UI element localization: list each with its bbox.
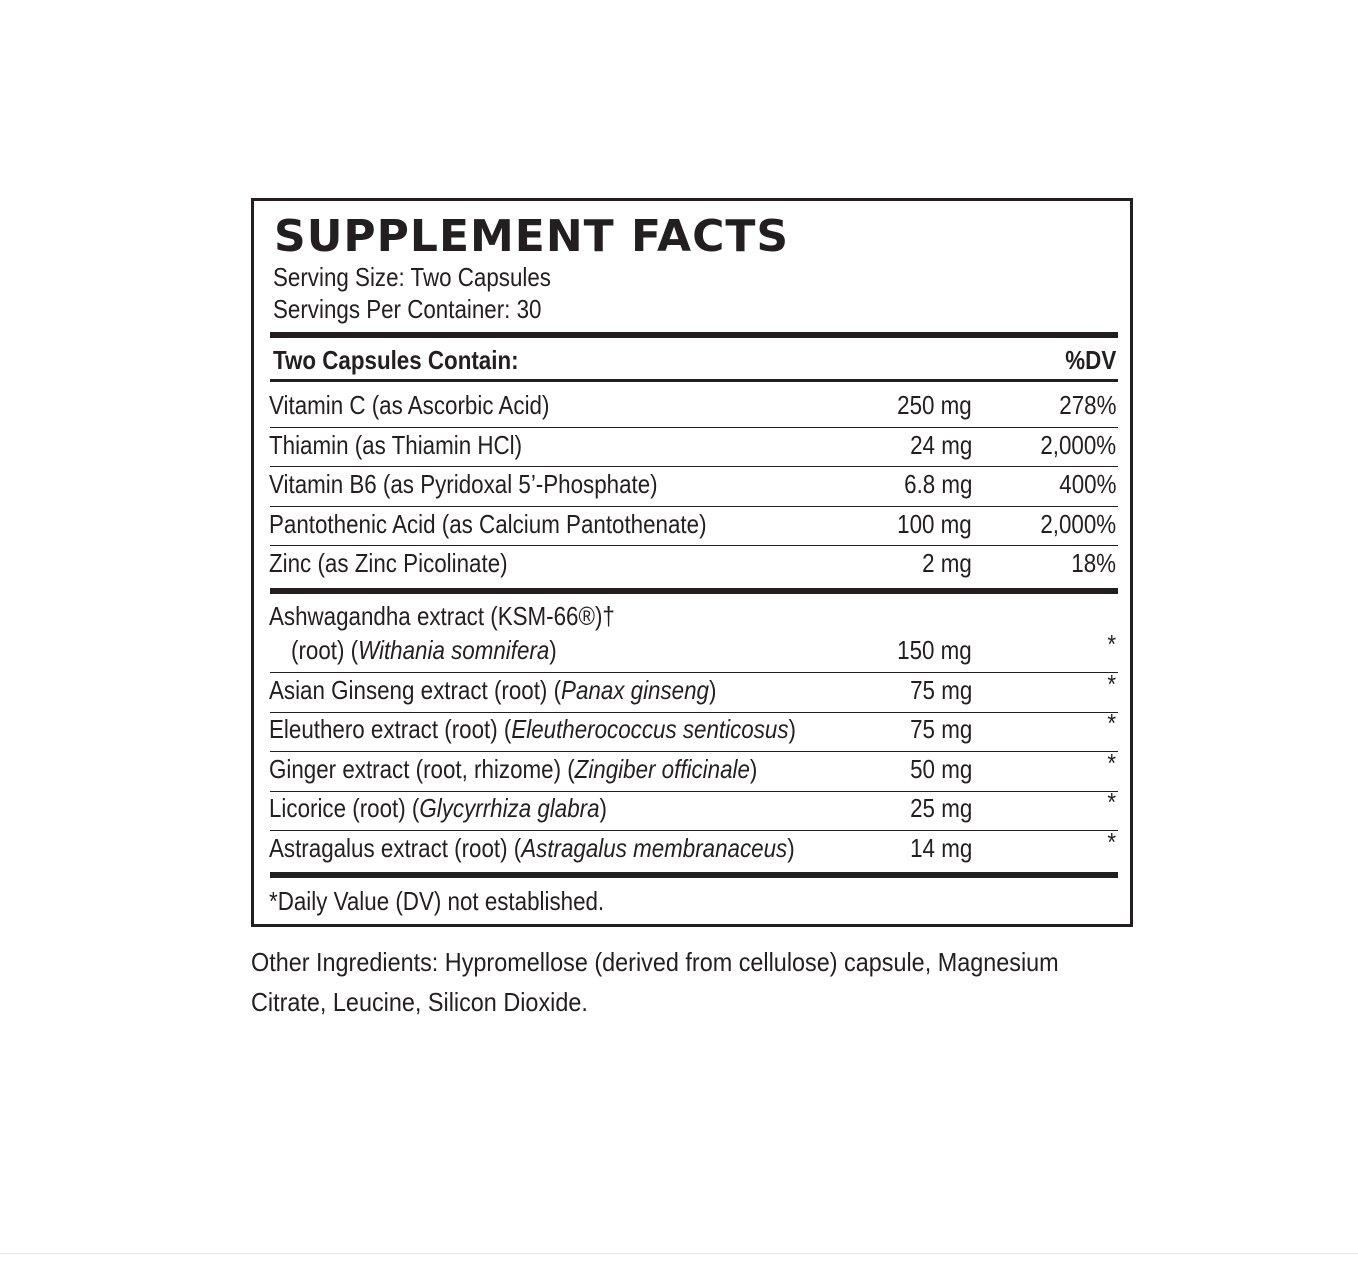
nutrient-dv: 278%: [1058, 390, 1116, 420]
footnote: *Daily Value (DV) not established.: [269, 886, 605, 916]
row-divider: [270, 545, 1118, 546]
ingredient-amount: 50 mg: [909, 754, 972, 784]
divider-thick: [270, 332, 1118, 338]
row-divider: [270, 791, 1118, 792]
nutrient-name: Vitamin C (as Ascorbic Acid): [269, 390, 550, 420]
ingredient-dv: *: [1107, 669, 1116, 699]
nutrient-dv: 2,000%: [1040, 430, 1116, 460]
row-divider: [270, 712, 1118, 713]
ingredient-amount: 150 mg: [897, 635, 972, 665]
latin-name: Withania somnifera: [358, 635, 550, 665]
ingredient-name: (root) (Withania somnifera): [291, 635, 557, 665]
ingredient-dv: *: [1107, 708, 1116, 738]
ingredient-name: Astragalus extract (root) (Astragalus membranaceus): [269, 833, 795, 863]
header-dv: %DV: [1065, 345, 1116, 375]
nutrient-dv: 2,000%: [1040, 509, 1116, 539]
ingredient-amount: 75 mg: [909, 714, 972, 744]
ingredient-name: Licorice (root) (Glycyrrhiza glabra): [269, 793, 607, 823]
nutrient-dv: 18%: [1071, 548, 1116, 578]
other-ingredients-line: Citrate, Leucine, Silicon Dioxide.: [251, 987, 588, 1017]
ingredient-name: Ginger extract (root, rhizome) (Zingiber officinale): [269, 754, 758, 784]
latin-name: Astragalus membranaceus: [521, 833, 788, 863]
ingredient-amount: 25 mg: [909, 793, 972, 823]
divider-thick: [270, 588, 1118, 594]
nutrient-dv: 400%: [1058, 469, 1116, 499]
other-ingredients-line: Other Ingredients: Hypromellose (derived from cellulose) capsule, Magnesium: [251, 947, 1059, 977]
row-divider: [270, 830, 1118, 831]
page-bottom-divider: [0, 1253, 1358, 1254]
header-label: Two Capsules Contain:: [273, 345, 519, 375]
nutrient-name: Vitamin B6 (as Pyridoxal 5’-Phosphate): [269, 469, 658, 499]
ingredient-name: Ashwagandha extract (KSM-66®)†: [269, 601, 615, 631]
ingredient-dv: *: [1107, 787, 1116, 817]
divider-thick: [270, 872, 1118, 878]
latin-name: Zingiber officinale: [574, 754, 750, 784]
ingredient-name: Eleuthero extract (root) (Eleutherococcus senticosus): [269, 714, 796, 744]
ingredient-name: Asian Ginseng extract (root) (Panax ginseng): [269, 675, 717, 705]
latin-name: Glycyrrhiza glabra: [419, 793, 600, 823]
serving-size: Serving Size: Two Capsules: [273, 262, 551, 292]
nutrient-amount: 2 mg: [922, 548, 972, 578]
row-divider: [270, 751, 1118, 752]
ingredient-dv: *: [1107, 827, 1116, 857]
nutrient-amount: 250 mg: [897, 390, 972, 420]
nutrient-name: Thiamin (as Thiamin HCl): [269, 430, 523, 460]
ingredient-amount: 14 mg: [909, 833, 972, 863]
panel-title: SUPPLEMENT FACTS: [274, 211, 790, 262]
row-divider: [270, 427, 1118, 428]
row-divider: [270, 506, 1118, 507]
servings-per-container: Servings Per Container: 30: [273, 294, 542, 324]
latin-name: Eleutherococcus senticosus: [511, 714, 789, 744]
other-ingredients: [251, 942, 1061, 1022]
row-divider: [270, 466, 1118, 467]
supplement-facts-panel: [251, 198, 1133, 927]
nutrient-name: Pantothenic Acid (as Calcium Pantothenate): [269, 509, 707, 539]
ingredient-amount: 75 mg: [909, 675, 972, 705]
nutrient-amount: 6.8 mg: [903, 469, 972, 499]
ingredient-dv: *: [1107, 629, 1116, 659]
latin-name: Panax ginseng: [561, 675, 709, 705]
nutrient-name: Zinc (as Zinc Picolinate): [269, 548, 508, 578]
nutrient-amount: 100 mg: [897, 509, 972, 539]
row-divider: [270, 672, 1118, 673]
ingredient-dv: *: [1107, 748, 1116, 778]
nutrient-amount: 24 mg: [909, 430, 972, 460]
divider-medium: [270, 379, 1118, 382]
